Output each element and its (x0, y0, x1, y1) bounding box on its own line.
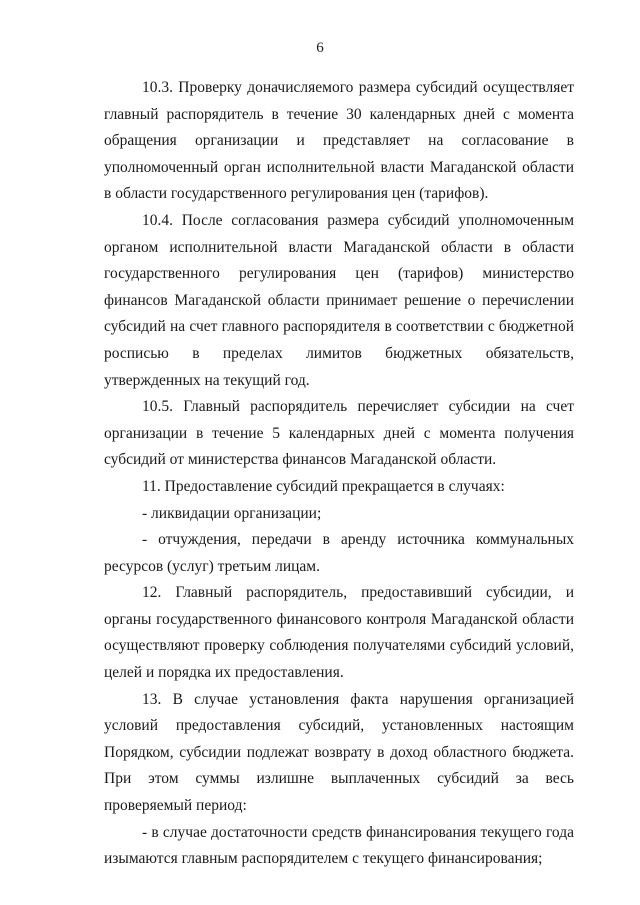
paragraph-11: 11. Предоставление субсидий прекращается в случаях: (142, 477, 505, 495)
paragraph-10-5: 10.5. Главный распорядитель перечисляет субсидии на счет организации в течение 5 календарных дней с момента получения субсидий от министерства финансов Магаданской области. (104, 398, 574, 469)
list-item-sufficiency: - в случае достаточности средств финансирования текущего года изымаются главным распорядителем с текущего финансирования; (104, 823, 574, 868)
paragraph-12: 12. Главный распорядитель, предоставивший субсидии, и органы государственного финансового контроля Магаданской области осуществляют проверку соблюдения получателями субсидий условий, целей и порядка их предоставления. (104, 584, 574, 682)
list-item-alienation: - отчуждения, передачи в аренду источника коммунальных ресурсов (услуг) третьим лицам. (104, 531, 574, 575)
document-body (104, 75, 574, 873)
list-item-liquidation: - ликвидации организации; (142, 504, 322, 522)
paragraph-13: 13. В случае установления факта нарушения организацией условий предоставления субсидий, установленных настоящим Порядком, субсидии подлежат возврату в доход областного бюджета. При этом суммы излишне выплаченных субсидий за весь проверяемый период: (104, 690, 574, 815)
page-number: 6 (316, 40, 324, 56)
paragraph-10-4: 10.4. После согласования размера субсидий уполномоченным органом исполнительной власти Магаданской области в области государственного регулирования цен (тарифов) министерство финансов Магаданской области принимает решение о перечислении субсидий на счет главного распорядителя в соответствии с бюджетной росписью в пределах лимитов бюджетных обязательств, утвержденных на текущий год. (104, 211, 574, 389)
paragraph-10-3: 10.3. Проверку доначисляемого размера субсидий осуществляет главный распорядитель в течение 30 календарных дней с момента обращения организации и представляет на согласование в уполномоченный орган исполнительной власти Магаданской области в области государственного регулирования цен (тарифов). (104, 79, 574, 203)
